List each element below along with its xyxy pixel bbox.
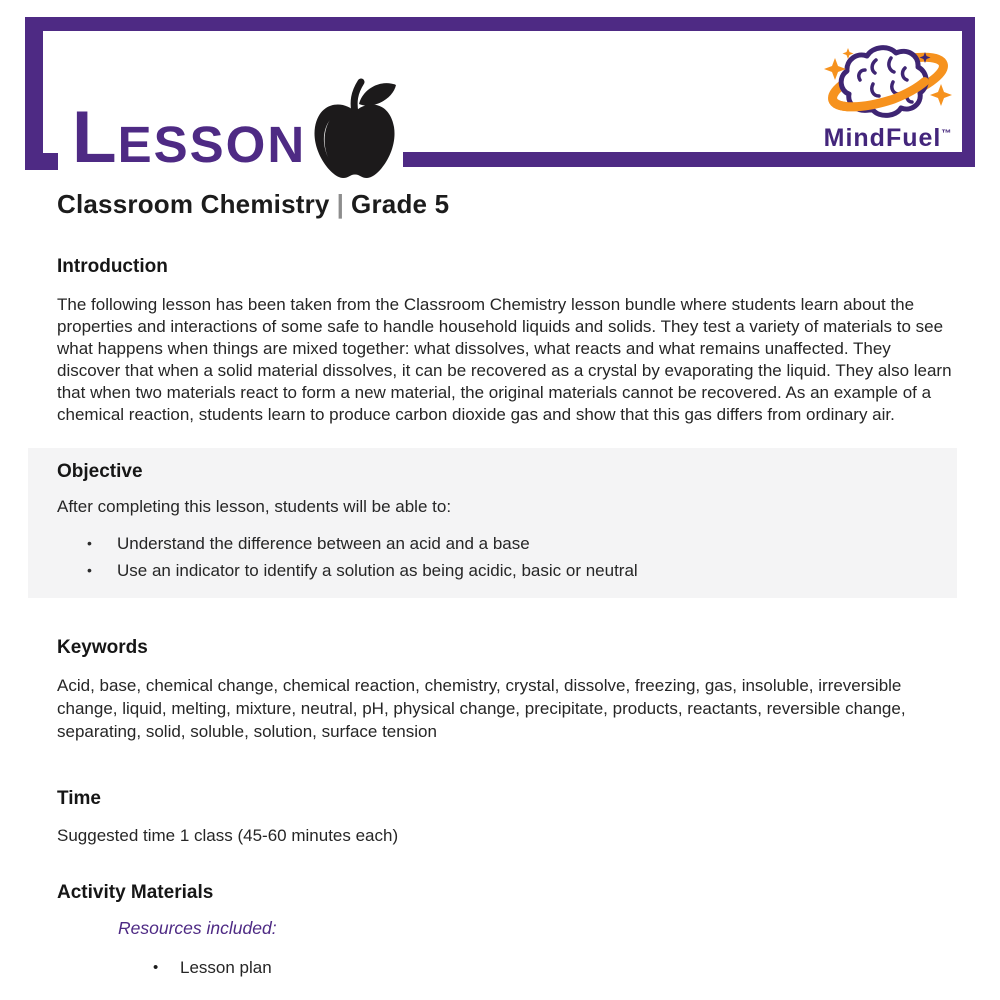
page-title-grade: Grade 5 [351,189,450,219]
objective-bullet-list [57,530,897,584]
lesson-word-initial: L [72,97,118,178]
brand-name-text: MindFuel [823,124,942,152]
page-title-separator: | [336,189,345,219]
materials-bullet-item: • Lesson plan [153,957,957,979]
activity-materials-heading: Activity Materials [57,882,214,903]
resources-included-label: Resources included: [118,918,277,938]
trademark-symbol: ™ [941,128,953,140]
lesson-word-rest: ESSON [117,116,307,173]
time-paragraph: Suggested time 1 class (45-60 minutes each) [57,826,399,845]
keywords-heading: Keywords [57,637,148,658]
keywords-paragraph: Acid, base, chemical change, chemical reaction, chemistry, crystal, dissolve, freezing, gas, insoluble, irreversible change, liquid, melting, mixture, neutral, pH, physical change, precipitate, products, reactants, reversible change, separating, solid, soluble, solution, surface tension [57,676,906,741]
page-title-course: Classroom Chemistry [57,189,330,219]
materials-bullet-list [57,957,957,979]
time-heading: Time [57,788,102,809]
objective-lead-text: After completing this lesson, students will be able to: [57,497,452,516]
introduction-heading: Introduction [57,256,168,277]
introduction-paragraph: The following lesson has been taken from the Classroom Chemistry lesson bundle where students learn about the properties and interactions of some safe to handle household liquids and solids. They test a variety of materials to see what happens when things are mixed together: what dissolves, what reacts and what remains unaffected. They discover that when a solid material dissolves, it can be recovered as a crystal by evaporating the liquid. They also learn that when two materials react to form a new material, the original materials cannot be recovered. As an example of a chemical reaction, students learn to produce carbon dioxide gas and show that this gas differs from ordinary air. [57,295,952,424]
objective-bullet-item: • Use an indicator to identify a solution as being acidic, basic or neutral [87,557,897,584]
objective-section [28,448,957,598]
objective-bullet-item: • Understand the difference between an acid and a base [87,530,897,557]
objective-heading: Objective [57,461,143,482]
